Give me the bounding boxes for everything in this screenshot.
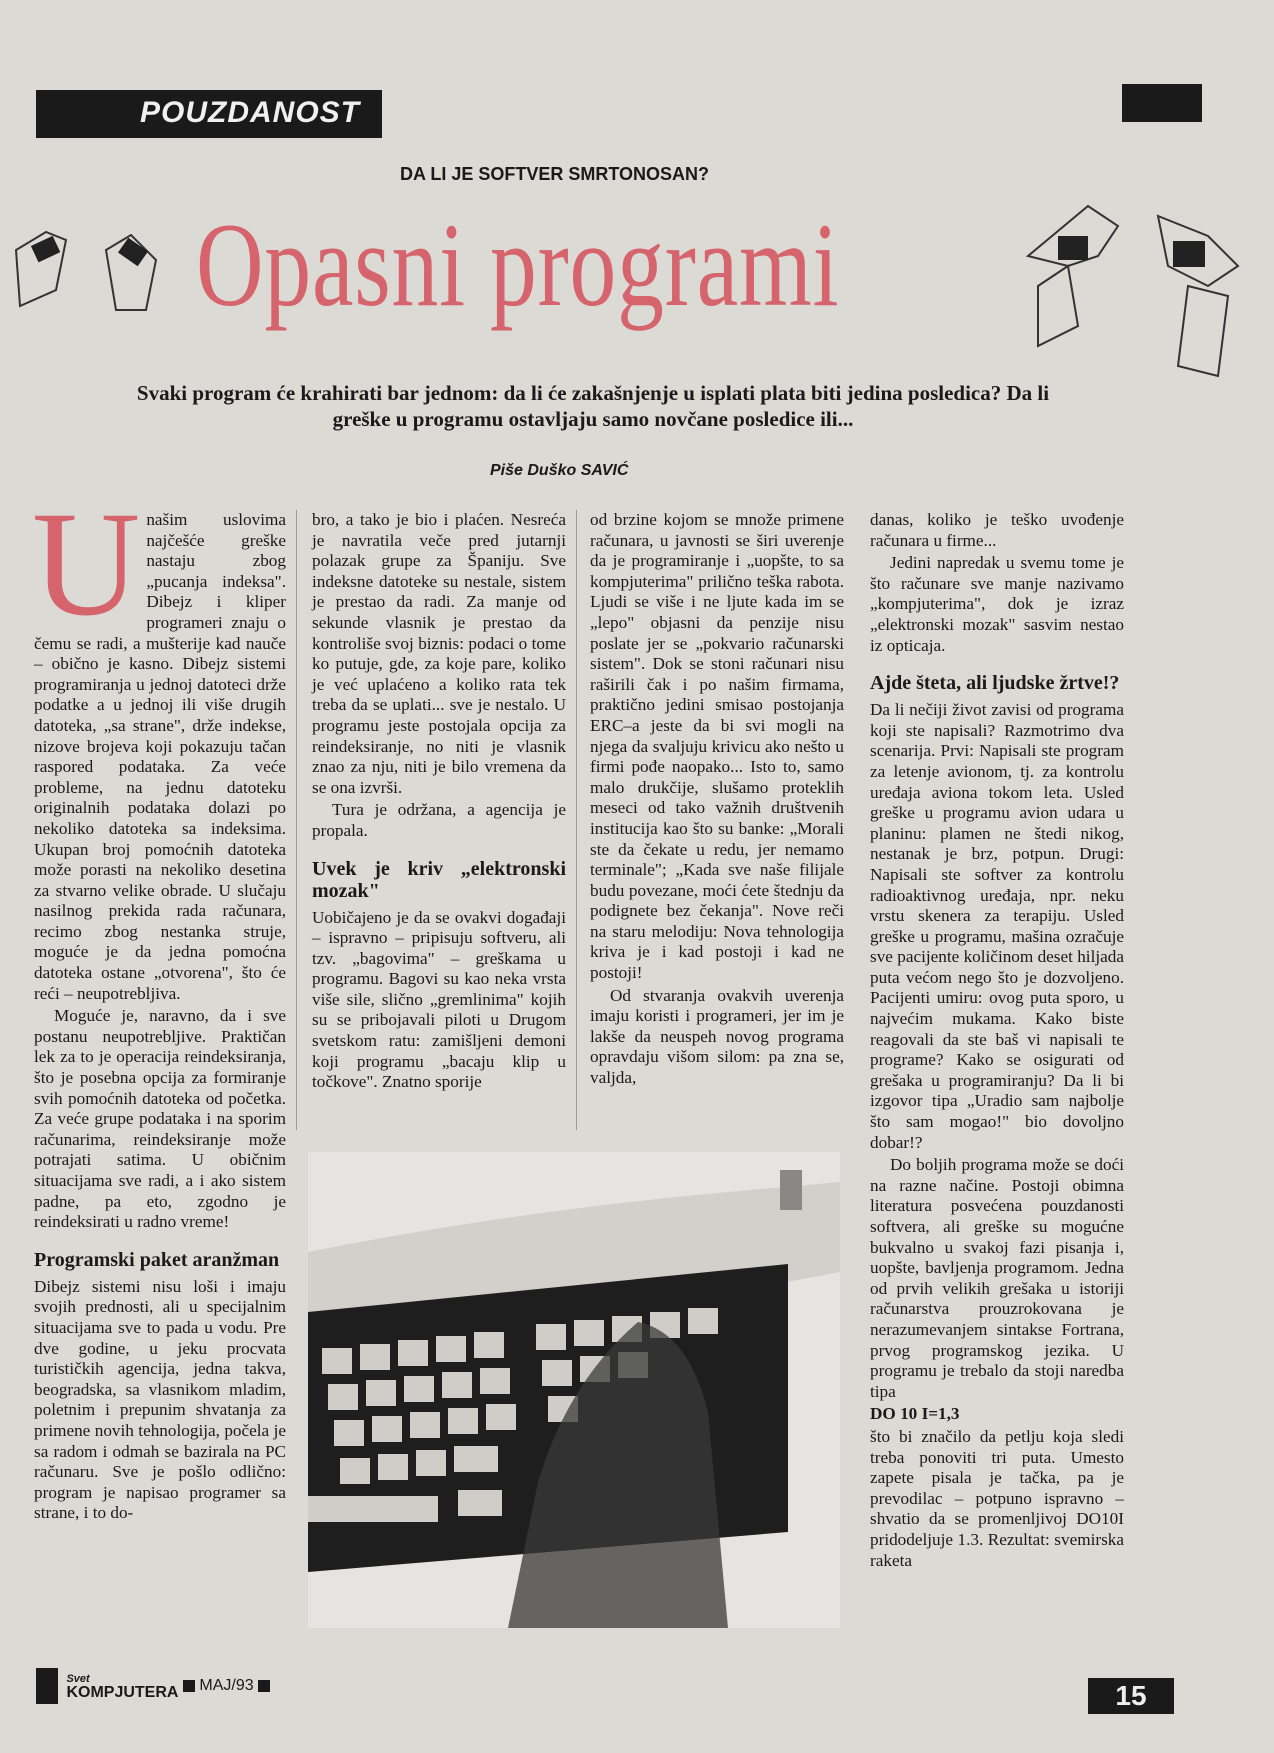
byline: Piše Duško SAVIĆ	[490, 462, 629, 479]
paragraph: od brzine kojom se množe primene računara, u javnosti se širi uverenje da je programiranje i „uopšte, to sa kompjuterima" prilično teška rabota. Ljudi se više i ne ljute kada im se „lepo" objasni da penzije nisu poslate jer se „pokvario računarski sistem". Dok se stoni računari nisu raširili čak i po našim firmama, praktično jedini smisao postojanja ERC–a jeste da bi svi mogli na njega da svaljuju krivicu ako nešto u firmi pođe naopako... Isto to, samo malo drukčije, slušamo proteklih meseci od tako važnih društvenih institucija kao što su banke: „Morali ste da čekate u redu, jer nemamo terminale"; „Kada sve naše filijale budu povezane, moći ćete štednju da podignete bez čekanja". Nove reči na staru melodiju: Nova tehnologija kriva je i kad postoji i kad ne postoji!	[590, 510, 844, 983]
footer-block	[258, 1680, 270, 1692]
footer-masthead	[36, 1668, 270, 1704]
footer-block	[36, 1668, 58, 1704]
paragraph: Uobičajeno je da se ovakvi događaji – ispravno – pripisuju softveru, ali tzv. „bagovima" – greškama u programu. Bagovi su kao neka vrsta više sile, slično „gremlinima" kojih su se pribojavali piloti u Drugom svetskom ratu: zamišljeni demoni koji programu „bacaju klip u točkove". Znatno sporije	[312, 907, 566, 1092]
footer-block	[183, 1680, 195, 1692]
keyboard-photo	[308, 1152, 840, 1628]
article-title: Opasni programi	[196, 198, 840, 331]
paragraph: Unašim uslovima najčešće greške nastaju zbog „pucanja indeksa". Dibejz i kliper programeri znaju o čemu se radi, a mušterije kad nauče – obično je kasno. Dibejz sistemi programiranja u jednoj datoteci drže podatke a u jednoj ili više drugih datoteka, „sa strane", drže indekse, nizove brojeva koji pokazuju tačan raspored podataka. Za veće probleme, na jednu datoteku originalnih podataka dolazi po nekoliko datoteka sa indeksima. Ukupan broj pomoćnih datoteka može porasti na nekoliko desetina za stvarno velike obrade. U slučaju nasilnog prekida rada računara, recimo zbog nestanka struje, moguće je da jedna pomoćna datoteka ostane „otvorena", što će reći – neupotrebljiva.	[32, 481, 286, 1003]
paragraph: Od stvaranja ovakvih uverenja imaju koristi i programeri, jer im je lakše da neuspeh novog programa opravdaju višom silom: pa zna se, valjda,	[590, 985, 844, 1088]
paragraph: Tura je održana, a agencija je propala.	[312, 800, 566, 840]
corner-block	[1122, 84, 1202, 122]
subheading: Ajde šteta, ali ljudske žrtve!?	[870, 672, 1120, 695]
kicker: DA LI JE SOFTVER SMRTONOSAN?	[400, 164, 710, 184]
magazine-name: KOMPJUTERA	[66, 1684, 179, 1701]
subheading: Uvek je kriv „elektronski mozak"	[312, 857, 566, 902]
paragraph: Moguće je, naravno, da i sve postanu neupotrebljive. Praktičan lek za to je operacija reindeksiranja, što je posebna opcija za formiranje svih pomoćnih datoteka od početka. Za veće grupe podataka i na sporim računarima, reindeksiranje može potrajati satima. U običnim situacijama sve radi, a i ako sistem padne, pa eto, zgodno je reindeksirati u radno vreme!	[34, 1006, 286, 1232]
code-line: DO 10 I=1,3	[870, 1404, 960, 1424]
paragraph: Do boljih programa može se doći na razne načine. Postoji obimna literatura posvećena pouzdanosti softvera, ali greške su mogućne bukvalno u svakoj fazi pisanja i, uopšte, bavljenja programom. Jedna od prvih velikih grešaka u istoriji računarstva prouzrokovana je nerazumevanjem sintakse Fortrana, prvog programskog jezika. U programu je trebalo da stoji naredba tipa	[870, 1155, 1124, 1401]
paragraph: Dibejz sistemi nisu loši i imaju svojih prednosti, ali u specijalnim situacijama sve to pada u vodu. Pre dve godine, u jeku procvata turističkih agencija, jedna takva, beogradska, sa vlasnikom mladim, poletnim i prepunim shvatanja za primene novih tehnologija, počela je sa radom i odmah se bazirala na PC računaru. Sve je pošlo odlično: program je napisao programer sa strane, i to do-	[34, 1276, 286, 1523]
issue-date: MAJ/93	[199, 1677, 254, 1694]
column-rule	[576, 510, 577, 1130]
paragraph: što bi značilo da petlju koja sledi treba ponoviti tri puta. Umesto zapete pisala je tačka, pa je prevodilac – potpuno ispravno – shvatio da se promenljivoj DO10I pridodeljuje 1.3. Rezultat: svemirska raketa	[870, 1426, 1124, 1570]
lead-paragraph: Svaki program će krahirati bar jednom: da li će zakašnjenje u isplati plata biti jedina posledica? Da li greške u programu ostavljaju samo novčane posledice ili...	[136, 381, 1050, 431]
column-3	[590, 510, 844, 1091]
revolver-illustration-left	[6, 210, 166, 340]
column-2	[312, 510, 566, 1095]
section-label: POUZDANOST	[36, 90, 382, 138]
subheading: Programski paket aranžman	[34, 1248, 280, 1271]
revolver-illustration-right	[1008, 196, 1258, 396]
column-rule	[296, 510, 297, 1130]
column-1	[32, 481, 286, 1526]
page-number: 15	[1088, 1678, 1174, 1714]
column-4	[870, 510, 1124, 1573]
paragraph: Da li nečiji život zavisi od programa koji ste napisali? Razmotrimo dva scenarija. Prvi: Napisali ste program za letenje avionom, tj. za kontrolu uređaja aviona tokom leta. Usled greške u programu avion udara u planinu: plamen ne štedi nikog, nestanak je brz, potpun. Drugi: Napisali ste softver za kontrolu radioaktivnog uređaja, npr. neku vrstu skenera za terapiju. Usled greške u programu, mašina ozračuje sve pacijente količinom deset hiljada puta većom nego što je dozvoljeno. Pacijenti umiru: ovog puta sporo, u najvećim mukama. Kako biste reagovali da ste baš vi napisali te programe? Kako se osigurati od grešaka u programiranju? Da li bi izgovor tipa „Uradio sam najbolje što sam mogao!" bio dovoljno dobar!?	[870, 700, 1124, 1152]
paragraph: Jedini napredak u svemu tome je što računare sve manje nazivamo „kompjuterima", dok je izraz „elektronski mozak" sasvim nestao iz opticaja.	[870, 553, 1124, 655]
paragraph: bro, a tako je bio i plaćen. Nesreća je navratila veče pred jutarnji polazak grupe za Španiju. Sve indeksne datoteke su nestale, sistem je prestao da radi. Za manje od sekunde vlasnik je prestao da kontroliše svoj biznis: podaci o tome ko putuje, gde, za koje pare, koliko je već uplaćeno a koliko rata tek treba da se uplati... sve je nestalo. U programu jeste postojala opcija za reindeksiranje, no niti je vlasnik znao za nju, niti je bilo vremena da se ona izvrši.	[312, 510, 566, 797]
paragraph: danas, koliko je teško uvođenje računara u firme...	[870, 510, 1124, 550]
drop-cap: U	[32, 481, 141, 647]
magazine-small-name: Svet	[66, 1673, 90, 1685]
